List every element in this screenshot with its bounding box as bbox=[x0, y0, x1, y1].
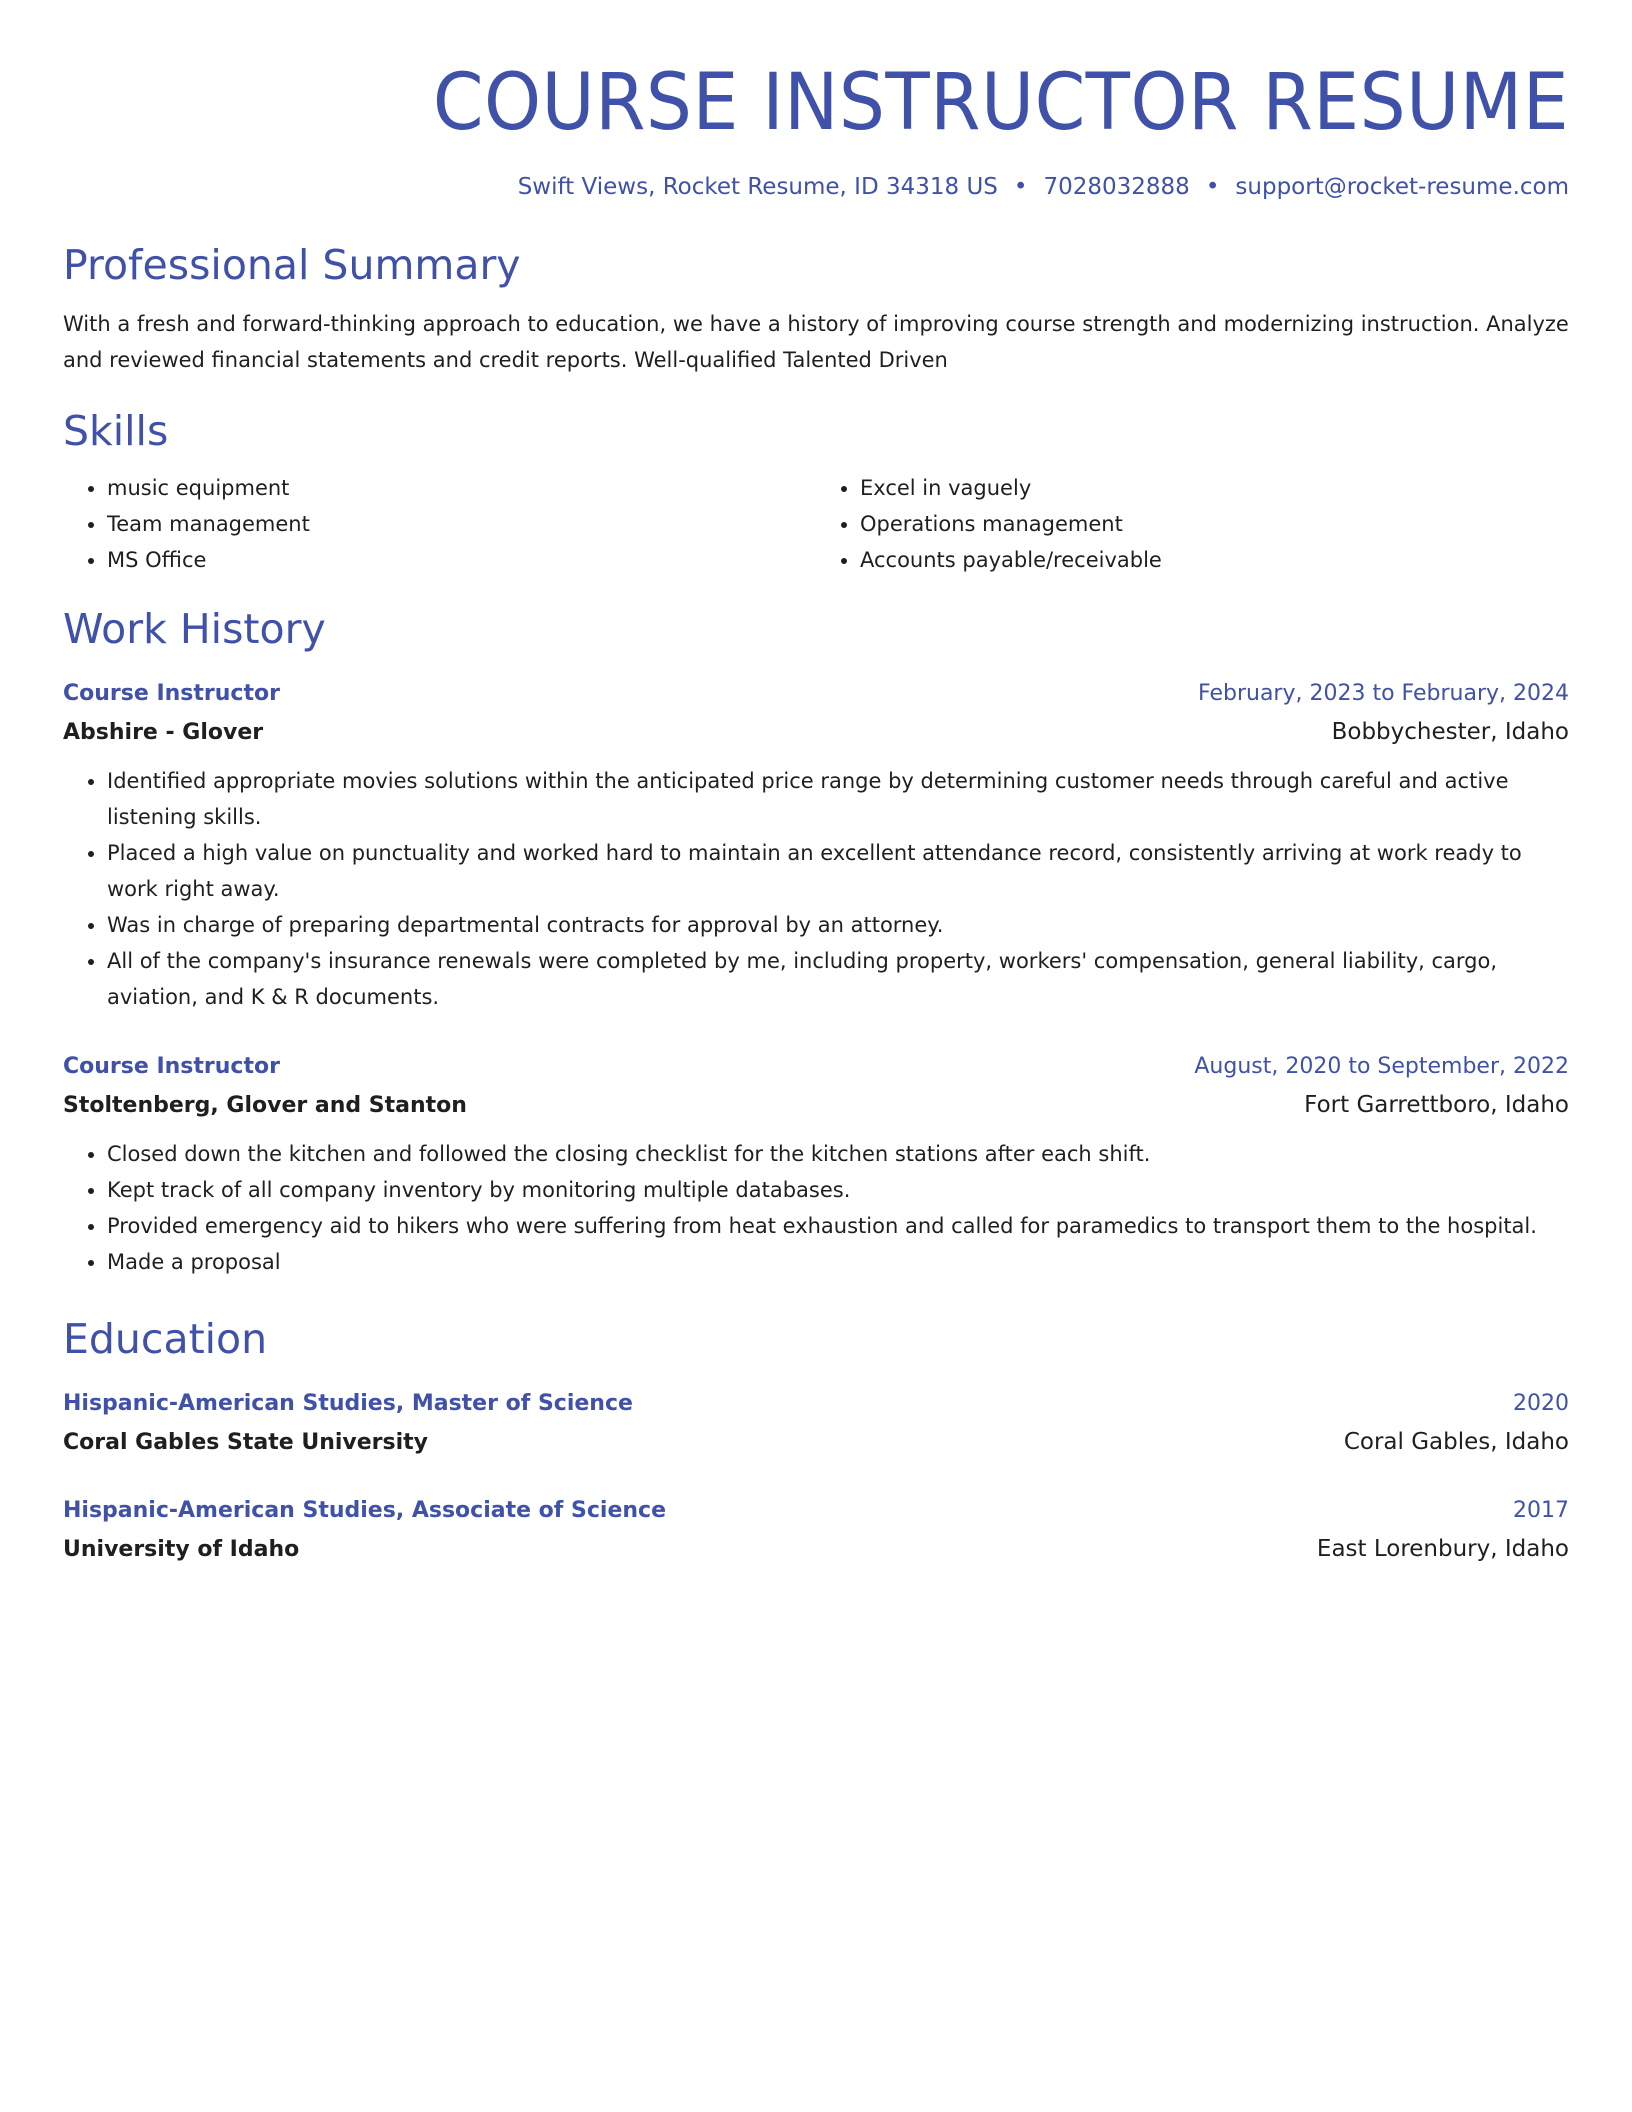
skill-item: • Excel in vaguely bbox=[860, 470, 1569, 506]
job-bullet: • Made a proposal bbox=[107, 1244, 1569, 1280]
job-header-row bbox=[63, 1049, 1569, 1085]
job-bullet: • Identified appropriate movies solutions within the anticipated price range by determining customer needs through careful and active listening skills. bbox=[107, 763, 1569, 835]
job-location: Bobbychester, Idaho bbox=[1331, 719, 1569, 745]
education-entry bbox=[63, 1493, 1569, 1570]
job-location: Fort Garrettboro, Idaho bbox=[1304, 1092, 1569, 1118]
job-bullet: • Kept track of all company inventory by monitoring multiple databases. bbox=[107, 1172, 1569, 1208]
job-bullet: • Provided emergency aid to hikers who were suffering from heat exhaustion and called for paramedics to transport them to the hospital. bbox=[107, 1208, 1569, 1244]
summary-text: With a fresh and forward-thinking approach to education, we have a history of improving course strength and modernizing instruction. Analyze and reviewed financial statements and credit reports. Well-qualified Talented Driven bbox=[63, 312, 1569, 372]
education-degree: Hispanic-American Studies, Associate of Science bbox=[63, 1498, 667, 1523]
contact-separator: • bbox=[1013, 174, 1028, 200]
job-company-row bbox=[63, 1085, 1569, 1126]
job-entry bbox=[63, 676, 1569, 1015]
education-degree-row bbox=[63, 1493, 1569, 1529]
job-company: Stoltenberg, Glover and Stanton bbox=[63, 1093, 467, 1118]
job-title: Course Instructor bbox=[63, 681, 280, 706]
job-bullet: • Closed down the kitchen and followed the closing checklist for the kitchen stations after each shift. bbox=[107, 1136, 1569, 1172]
job-bullet: • Was in charge of preparing departmental contracts for approval by an attorney. bbox=[107, 907, 1569, 943]
skills-list bbox=[63, 470, 1569, 578]
education-location: Coral Gables, Idaho bbox=[1343, 1429, 1569, 1455]
job-entry bbox=[63, 1049, 1569, 1280]
education-school-row bbox=[63, 1422, 1569, 1463]
contact-line bbox=[63, 172, 1569, 202]
job-bullet: • Placed a high value on punctuality and worked hard to maintain an excellent attendance record, consistently arriving at work ready to work right away. bbox=[107, 835, 1569, 907]
skills-column-right bbox=[816, 470, 1569, 578]
education-school: Coral Gables State University bbox=[63, 1430, 428, 1455]
skills-column-left bbox=[63, 470, 816, 578]
job-bullets bbox=[63, 1136, 1569, 1280]
skill-item: • music equipment bbox=[107, 470, 816, 506]
skill-item: • MS Office bbox=[107, 542, 816, 578]
education-entry bbox=[63, 1386, 1569, 1463]
job-bullet: • All of the company's insurance renewals were completed by me, including property, workers' compensation, general liability, cargo, aviation, and K & R documents. bbox=[107, 943, 1569, 1015]
job-company: Abshire - Glover bbox=[63, 720, 264, 745]
resume-title: COURSE INSTRUCTOR RESUME bbox=[432, 58, 1569, 148]
summary-heading: Professional Summary bbox=[63, 241, 521, 289]
skill-item: • Operations management bbox=[860, 506, 1569, 542]
education-year: 2017 bbox=[1513, 1498, 1569, 1523]
contact-address: Swift Views, Rocket Resume, ID 34318 US bbox=[517, 174, 998, 200]
skill-item: • Team management bbox=[107, 506, 816, 542]
job-bullets bbox=[63, 763, 1569, 1015]
work-history-heading: Work History bbox=[63, 605, 326, 653]
job-title: Course Instructor bbox=[63, 1054, 280, 1079]
education-school-row bbox=[63, 1529, 1569, 1570]
job-dates: August, 2020 to September, 2022 bbox=[1194, 1054, 1569, 1079]
contact-phone: 7028032888 bbox=[1043, 174, 1190, 200]
job-header-row bbox=[63, 676, 1569, 712]
education-heading: Education bbox=[63, 1315, 268, 1363]
education-school: University of Idaho bbox=[63, 1537, 300, 1562]
contact-email: support@rocket-resume.com bbox=[1235, 174, 1569, 200]
skill-item: • Accounts payable/receivable bbox=[860, 542, 1569, 578]
contact-separator: • bbox=[1205, 174, 1220, 200]
education-location: East Lorenbury, Idaho bbox=[1316, 1536, 1569, 1562]
job-dates: February, 2023 to February, 2024 bbox=[1198, 681, 1569, 706]
education-year: 2020 bbox=[1513, 1391, 1569, 1416]
education-degree: Hispanic-American Studies, Master of Science bbox=[63, 1391, 633, 1416]
education-degree-row bbox=[63, 1386, 1569, 1422]
skills-heading: Skills bbox=[63, 407, 169, 455]
job-company-row bbox=[63, 712, 1569, 753]
